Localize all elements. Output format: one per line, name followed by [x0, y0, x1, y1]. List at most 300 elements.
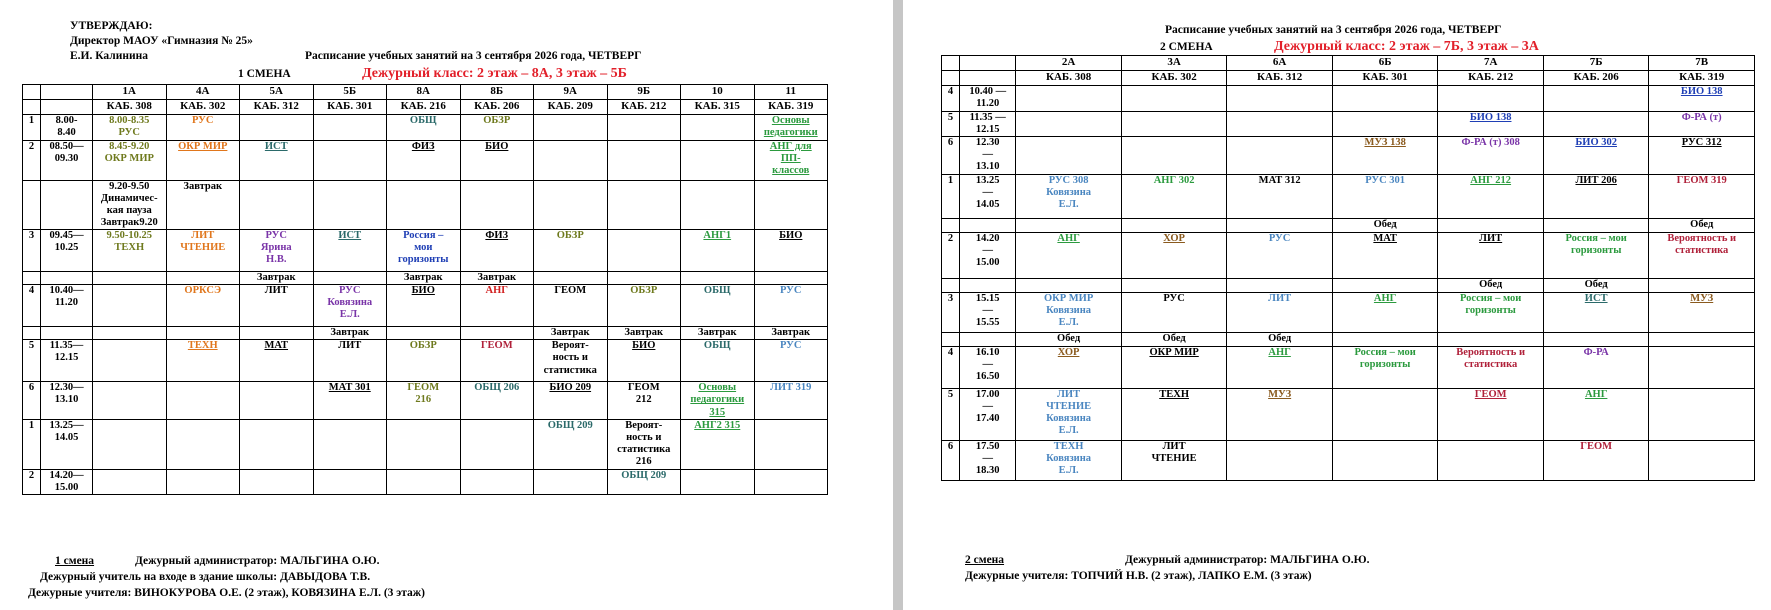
lesson-cell: ОБЩ 209	[534, 419, 608, 469]
lesson-cell	[1332, 389, 1438, 441]
footer-admin: Дежурный администратор: МАЛЬГИНА О.Ю.	[135, 555, 380, 567]
lesson-cell	[313, 181, 387, 230]
class-header: 9А	[534, 85, 608, 100]
lesson-cell	[460, 469, 534, 494]
lesson-cell: ГЕОМ 216	[387, 382, 461, 419]
lesson-number: 3	[23, 230, 41, 272]
lesson-cell	[1543, 219, 1649, 233]
lesson-cell	[681, 272, 755, 285]
lesson-cell	[754, 181, 828, 230]
lesson-cell	[681, 181, 755, 230]
lesson-cell	[387, 327, 461, 340]
lesson-cell: АНГ1	[681, 230, 755, 272]
lesson-number: 2	[23, 141, 41, 181]
lesson-number: 6	[942, 441, 960, 481]
lesson-cell	[387, 181, 461, 230]
room-header: КАБ. 301	[313, 100, 387, 115]
class-header: 7В	[1649, 56, 1755, 71]
lesson-cell: ТЕХН	[166, 340, 240, 382]
lesson-cell: Завтрак	[240, 272, 314, 285]
table-row	[942, 441, 1755, 481]
lesson-cell	[1543, 333, 1649, 347]
table-row	[23, 181, 828, 230]
lesson-cell: ОБЩ 209	[607, 469, 681, 494]
lesson-cell: АНГ2 315	[681, 419, 755, 469]
class-header: 11	[754, 85, 828, 100]
table-row	[942, 347, 1755, 389]
room-header: КАБ. 301	[1332, 71, 1438, 86]
footer-duty-teachers-2: Дежурные учителя: ТОПЧИЙ Н.В. (2 этаж), ЛАПКО Е.М. (3 этаж)	[965, 570, 1312, 582]
lesson-cell: ОБЗР	[460, 115, 534, 141]
lesson-cell: ЛИТ 206	[1543, 175, 1649, 219]
lesson-cell	[607, 181, 681, 230]
lesson-time: 08.50— 09.30	[41, 141, 93, 181]
lesson-cell: ЛИТ ЧТЕНИЕ	[166, 230, 240, 272]
lesson-cell: ИСТ	[313, 230, 387, 272]
table-row	[942, 219, 1755, 233]
approve-line-1: УТВЕРЖДАЮ:	[70, 20, 153, 32]
lesson-cell: Завтрак	[754, 327, 828, 340]
class-header: 1А	[93, 85, 167, 100]
lesson-cell: Обед	[1016, 333, 1122, 347]
lesson-number: 1	[23, 115, 41, 141]
lesson-cell: РУС	[1121, 293, 1227, 333]
lesson-cell	[313, 469, 387, 494]
footer-duty-teachers: Дежурные учителя: ВИНОКУРОВА О.Е. (2 этаж), КОВЯЗИНА Е.Л. (3 этаж)	[28, 587, 425, 599]
lesson-time: 15.15 — 15.55	[960, 293, 1016, 333]
table-row	[23, 327, 828, 340]
lesson-cell	[1227, 279, 1333, 293]
class-header: 5Б	[313, 85, 387, 100]
schedule-table-shift-1	[22, 84, 828, 495]
lesson-cell: Вероятность и статистика	[1649, 233, 1755, 279]
lesson-cell	[387, 469, 461, 494]
class-header: 7Б	[1543, 56, 1649, 71]
lesson-cell	[1649, 389, 1755, 441]
lesson-cell: ОКР МИР	[166, 141, 240, 181]
lesson-cell: БИО	[387, 285, 461, 327]
lesson-cell	[460, 181, 534, 230]
lesson-number	[942, 279, 960, 293]
lesson-cell	[240, 382, 314, 419]
footer-shift-label: 1 смена	[55, 555, 95, 567]
lesson-cell	[93, 340, 167, 382]
page-divider	[893, 0, 903, 610]
class-header: 9Б	[607, 85, 681, 100]
duty-class: Дежурный класс: 2 этаж – 8А, 3 этаж – 5Б	[362, 66, 627, 81]
lesson-cell: АНГ для ПП- классов	[754, 141, 828, 181]
lesson-cell	[607, 230, 681, 272]
lesson-cell: ЛИТ	[313, 340, 387, 382]
lesson-time: 17.50 — 18.30	[960, 441, 1016, 481]
lesson-cell: ЛИТ ЧТЕНИЕ	[1121, 441, 1227, 481]
lesson-cell	[1121, 86, 1227, 112]
table-row	[23, 382, 828, 419]
lesson-cell	[1332, 441, 1438, 481]
lesson-cell: ТЕХН Ковязина Е.Л.	[1016, 441, 1122, 481]
lesson-number: 4	[942, 86, 960, 112]
lesson-cell	[534, 272, 608, 285]
lesson-time: 12.30— 13.10	[41, 382, 93, 419]
footer-shift-label-2: 2 смена	[965, 554, 1005, 566]
table-row	[23, 340, 828, 382]
lesson-time: 8.00- 8.40	[41, 115, 93, 141]
lesson-cell	[93, 419, 167, 469]
lesson-cell: Завтрак	[681, 327, 755, 340]
lesson-cell: МАТ 312	[1227, 175, 1333, 219]
lesson-cell: ЛИТ	[1438, 233, 1544, 279]
lesson-cell: 9.20-9.50 Динамичес- кая пауза Завтрак9.20	[93, 181, 167, 230]
lesson-cell: РУС	[166, 115, 240, 141]
lesson-cell	[313, 419, 387, 469]
lesson-cell: БИО	[607, 340, 681, 382]
lesson-cell: ОКР МИР Ковязина Е.Л.	[1016, 293, 1122, 333]
room-header: КАБ. 209	[534, 100, 608, 115]
lesson-cell	[1543, 112, 1649, 137]
lesson-cell: РУС 301	[1332, 175, 1438, 219]
table-row	[23, 285, 828, 327]
lesson-cell: ОБЩ	[681, 285, 755, 327]
footer-admin-2: Дежурный администратор: МАЛЬГИНА О.Ю.	[1125, 554, 1370, 566]
lesson-number: 2	[942, 233, 960, 279]
lesson-cell	[1016, 279, 1122, 293]
lesson-cell	[313, 272, 387, 285]
schedule-table-shift-2	[941, 55, 1755, 481]
lesson-cell: ОБЗР	[387, 340, 461, 382]
lesson-cell	[1332, 112, 1438, 137]
lesson-cell: ГЕОМ	[1438, 389, 1544, 441]
lesson-cell: 8.45-9.20 ОКР МИР	[93, 141, 167, 181]
schedule-title: Расписание учебных занятий на 3 сентября 2026 года, ЧЕТВЕРГ	[305, 50, 642, 62]
lesson-cell	[1332, 333, 1438, 347]
lesson-cell: ОБЗР	[534, 230, 608, 272]
lesson-cell	[1649, 347, 1755, 389]
lesson-cell: АНГ 302	[1121, 175, 1227, 219]
table-row	[942, 293, 1755, 333]
table-row	[942, 175, 1755, 219]
lesson-number: 3	[942, 293, 960, 333]
lesson-cell: ОБЩ	[681, 340, 755, 382]
lesson-cell: МАТ	[240, 340, 314, 382]
lesson-cell: БИО 138	[1649, 86, 1755, 112]
lesson-cell	[313, 115, 387, 141]
lesson-cell	[1332, 86, 1438, 112]
lesson-cell	[460, 419, 534, 469]
class-header: 7А	[1438, 56, 1544, 71]
lesson-cell	[93, 272, 167, 285]
table-row	[942, 233, 1755, 279]
class-header: 5А	[240, 85, 314, 100]
lesson-cell: МАТ 301	[313, 382, 387, 419]
lesson-cell	[166, 419, 240, 469]
shift-label-2: 2 СМЕНА	[1160, 41, 1213, 53]
lesson-cell	[1227, 112, 1333, 137]
lesson-cell: Ф-РА (т) 308	[1438, 137, 1544, 175]
lesson-cell: ГЕОМ	[460, 340, 534, 382]
lesson-cell: Завтрак	[387, 272, 461, 285]
lesson-time	[41, 272, 93, 285]
lesson-cell: ТЕХН	[1121, 389, 1227, 441]
lesson-cell: РУС Ярина Н.В.	[240, 230, 314, 272]
room-header: КАБ. 308	[1016, 71, 1122, 86]
lesson-cell: РУС	[754, 285, 828, 327]
table-row	[942, 86, 1755, 112]
lesson-cell: Завтрак	[313, 327, 387, 340]
lesson-cell	[1016, 86, 1122, 112]
lesson-cell	[681, 115, 755, 141]
page-shift-2	[903, 0, 1771, 610]
lesson-cell	[754, 469, 828, 494]
lesson-cell: МУЗ 138	[1332, 137, 1438, 175]
lesson-cell: Завтрак	[607, 327, 681, 340]
lesson-cell: ГЕОМ 319	[1649, 175, 1755, 219]
lesson-cell	[93, 469, 167, 494]
table-row	[23, 419, 828, 469]
lesson-cell: Обед	[1438, 279, 1544, 293]
lesson-cell: АНГ 212	[1438, 175, 1544, 219]
corner-cell	[942, 56, 960, 71]
approve-line-2: Директор МАОУ «Гимназия № 25»	[70, 35, 253, 47]
lesson-cell: 8.00-8.35 РУС	[93, 115, 167, 141]
lesson-time: 10.40 — 11.20	[960, 86, 1016, 112]
lesson-cell	[1121, 279, 1227, 293]
lesson-time: 16.10 — 16.50	[960, 347, 1016, 389]
class-header: 2А	[1016, 56, 1122, 71]
lesson-cell	[1438, 86, 1544, 112]
class-header: 6Б	[1332, 56, 1438, 71]
lesson-cell	[1227, 137, 1333, 175]
lesson-time: 13.25 — 14.05	[960, 175, 1016, 219]
lesson-cell: РУС	[1227, 233, 1333, 279]
room-header: КАБ. 212	[1438, 71, 1544, 86]
lesson-cell: АНГ	[1543, 389, 1649, 441]
corner-cell	[23, 85, 41, 100]
lesson-cell	[1438, 441, 1544, 481]
lesson-number: 1	[942, 175, 960, 219]
lesson-cell: ГЕОМ	[534, 285, 608, 327]
lesson-cell: ОБЩ	[387, 115, 461, 141]
lesson-cell	[1121, 137, 1227, 175]
room-header: КАБ. 319	[754, 100, 828, 115]
lesson-cell: ЛИТ 319	[754, 382, 828, 419]
lesson-cell: АНГ	[1016, 233, 1122, 279]
lesson-cell: РУС 312	[1649, 137, 1755, 175]
lesson-cell: РУС 308 Ковязина Е.Л.	[1016, 175, 1122, 219]
lesson-cell	[754, 419, 828, 469]
lesson-cell: Вероятность и статистика	[1438, 347, 1544, 389]
corner-cell	[41, 100, 93, 115]
lesson-cell: ГЕОМ 212	[607, 382, 681, 419]
lesson-cell: Обед	[1121, 333, 1227, 347]
lesson-cell: Основы педагогики	[754, 115, 828, 141]
table-row	[942, 279, 1755, 293]
lesson-cell	[681, 469, 755, 494]
room-header: КАБ. 312	[1227, 71, 1333, 86]
lesson-cell	[1649, 441, 1755, 481]
room-header: КАБ. 206	[460, 100, 534, 115]
lesson-cell	[93, 327, 167, 340]
table-row	[942, 112, 1755, 137]
corner-cell	[960, 56, 1016, 71]
lesson-cell: ЛИТ	[240, 285, 314, 327]
lesson-cell	[240, 327, 314, 340]
lesson-cell	[387, 419, 461, 469]
lesson-cell	[681, 141, 755, 181]
lesson-cell: Основы педагогики 315	[681, 382, 755, 419]
lesson-cell: МАТ	[1332, 233, 1438, 279]
lesson-cell	[240, 181, 314, 230]
room-header: КАБ. 315	[681, 100, 755, 115]
corner-cell	[960, 71, 1016, 86]
lesson-time: 12.30 — 13.10	[960, 137, 1016, 175]
lesson-number	[942, 333, 960, 347]
corner-cell	[23, 100, 41, 115]
room-header: КАБ. 302	[166, 100, 240, 115]
lesson-cell	[1227, 86, 1333, 112]
lesson-number: 2	[23, 469, 41, 494]
lesson-cell: ЛИТ ЧТЕНИЕ Ковязина Е.Л.	[1016, 389, 1122, 441]
lesson-cell: ХОР	[1016, 347, 1122, 389]
lesson-cell: МУЗ	[1227, 389, 1333, 441]
lesson-cell: ФИЗ	[387, 141, 461, 181]
lesson-cell: АНГ	[1227, 347, 1333, 389]
lesson-cell: Ф-РА (т)	[1649, 112, 1755, 137]
lesson-number: 5	[942, 389, 960, 441]
lesson-cell	[166, 272, 240, 285]
lesson-cell: БИО 138	[1438, 112, 1544, 137]
lesson-cell: Завтрак	[534, 327, 608, 340]
lesson-cell: ОБЩ 206	[460, 382, 534, 419]
room-header: КАБ. 212	[607, 100, 681, 115]
room-header: КАБ. 216	[387, 100, 461, 115]
lesson-cell	[1227, 441, 1333, 481]
lesson-cell: Обед	[1332, 219, 1438, 233]
lesson-cell: Завтрак	[166, 181, 240, 230]
room-header: КАБ. 319	[1649, 71, 1755, 86]
lesson-cell	[240, 419, 314, 469]
lesson-cell: Завтрак	[460, 272, 534, 285]
lesson-cell: ИСТ	[240, 141, 314, 181]
table-row	[23, 469, 828, 494]
lesson-number: 5	[942, 112, 960, 137]
lesson-cell: Россия – мои горизонты	[1543, 233, 1649, 279]
lesson-cell: Обед	[1227, 333, 1333, 347]
lesson-cell: БИО	[460, 141, 534, 181]
lesson-cell	[166, 327, 240, 340]
lesson-cell	[754, 272, 828, 285]
class-header: 4А	[166, 85, 240, 100]
lesson-cell: ФИЗ	[460, 230, 534, 272]
lesson-time	[960, 219, 1016, 233]
lesson-cell	[240, 115, 314, 141]
lesson-time	[41, 327, 93, 340]
lesson-number: 1	[23, 419, 41, 469]
lesson-cell	[534, 181, 608, 230]
lesson-cell: АНГ	[1332, 293, 1438, 333]
lesson-cell	[1649, 333, 1755, 347]
footer-entry-teacher: Дежурный учитель на входе в здание школы: ДАВЫДОВА Т.В.	[40, 571, 371, 583]
lesson-cell	[534, 141, 608, 181]
lesson-cell	[460, 327, 534, 340]
class-header: 3А	[1121, 56, 1227, 71]
lesson-number: 6	[942, 137, 960, 175]
approve-line-3: Е.И. Калинина	[70, 50, 148, 62]
lesson-time: 11.35 — 12.15	[960, 112, 1016, 137]
table-row	[23, 141, 828, 181]
lesson-number	[942, 219, 960, 233]
lesson-time: 10.40— 11.20	[41, 285, 93, 327]
lesson-cell	[1438, 333, 1544, 347]
lesson-cell: БИО 209	[534, 382, 608, 419]
lesson-cell	[1121, 112, 1227, 137]
lesson-cell	[1649, 279, 1755, 293]
table-row	[942, 137, 1755, 175]
lesson-cell: ЛИТ	[1227, 293, 1333, 333]
lesson-cell: ОБЗР	[607, 285, 681, 327]
lesson-time: 14.20— 15.00	[41, 469, 93, 494]
lesson-cell: МУЗ	[1649, 293, 1755, 333]
lesson-cell: ХОР	[1121, 233, 1227, 279]
corner-cell	[942, 71, 960, 86]
lesson-cell	[1016, 137, 1122, 175]
lesson-cell: БИО 302	[1543, 137, 1649, 175]
class-header: 10	[681, 85, 755, 100]
lesson-cell	[1016, 219, 1122, 233]
corner-cell	[41, 85, 93, 100]
lesson-cell	[240, 469, 314, 494]
lesson-cell	[1227, 219, 1333, 233]
lesson-cell: Россия – мои горизонты	[1332, 347, 1438, 389]
table-row	[23, 115, 828, 141]
class-header: 8А	[387, 85, 461, 100]
schedule-title-2: Расписание учебных занятий на 3 сентября 2026 года, ЧЕТВЕРГ	[1165, 24, 1502, 36]
lesson-cell: АНГ	[460, 285, 534, 327]
room-header: КАБ. 206	[1543, 71, 1649, 86]
lesson-cell: БИО	[754, 230, 828, 272]
shift-label: 1 СМЕНА	[238, 68, 291, 80]
lesson-number	[23, 327, 41, 340]
lesson-number: 6	[23, 382, 41, 419]
lesson-cell: РУС	[754, 340, 828, 382]
lesson-cell	[607, 141, 681, 181]
lesson-time: 17.00 — 17.40	[960, 389, 1016, 441]
lesson-time	[41, 181, 93, 230]
lesson-cell: РУС Ковязина Е.Л.	[313, 285, 387, 327]
duty-class-2: Дежурный класс: 2 этаж – 7Б, 3 этаж – 3А	[1274, 39, 1539, 54]
lesson-cell: Обед	[1649, 219, 1755, 233]
lesson-cell	[1332, 279, 1438, 293]
lesson-cell: ИСТ	[1543, 293, 1649, 333]
lesson-cell	[534, 469, 608, 494]
lesson-time: 14.20 — 15.00	[960, 233, 1016, 279]
lesson-cell	[93, 382, 167, 419]
class-header: 8Б	[460, 85, 534, 100]
lesson-cell: 9.50-10.25 ТЕХН	[93, 230, 167, 272]
lesson-cell	[607, 115, 681, 141]
table-row	[942, 333, 1755, 347]
lesson-time: 13.25— 14.05	[41, 419, 93, 469]
lesson-cell: ОКР МИР	[1121, 347, 1227, 389]
lesson-cell: Вероят- ность и статистика 216	[607, 419, 681, 469]
lesson-time	[960, 333, 1016, 347]
lesson-cell	[166, 469, 240, 494]
lesson-cell: Ф-РА	[1543, 347, 1649, 389]
lesson-number	[23, 181, 41, 230]
lesson-time: 09.45— 10.25	[41, 230, 93, 272]
lesson-cell	[607, 272, 681, 285]
lesson-cell: ОРКСЭ	[166, 285, 240, 327]
room-header: КАБ. 312	[240, 100, 314, 115]
